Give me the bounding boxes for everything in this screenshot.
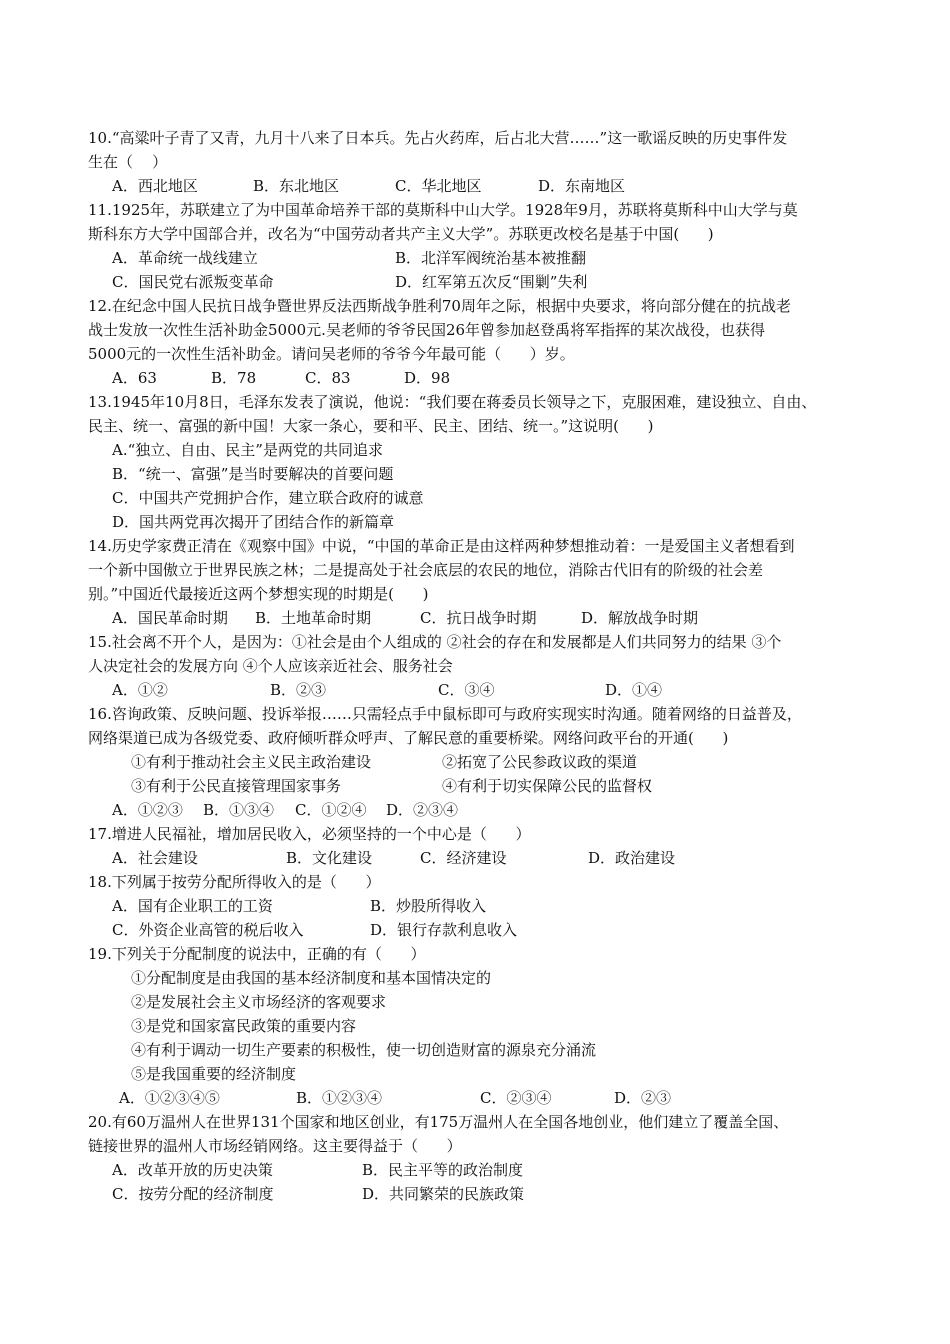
question-11-option-d: D．红军第五次反“围剿”失利	[395, 273, 588, 291]
question-17-option-a: A．社会建设	[112, 849, 198, 867]
question-16-option-b: B．①③④	[203, 801, 275, 819]
question-13-option-a: A.“独立、自由、民主”是两党的共同追求	[112, 441, 383, 459]
question-19-item-5: ⑤是我国重要的经济制度	[131, 1065, 297, 1083]
question-16-item-2: ②拓宽了公民参政议政的渠道	[442, 753, 638, 771]
question-16-stem-line-1: 16.咨询政策、反映问题、投诉举报……只需轻点手中鼠标即可与政府实现实时沟通。随着网络的日益普及，	[88, 705, 802, 723]
question-13-stem-line-1: 13.1945年10月8日，毛泽东发表了演说，他说：“我们要在蒋委员长领导之下，克服困难，建设独立、自由、	[88, 393, 817, 411]
question-15-option-c: C．③④	[438, 681, 495, 699]
question-14-stem-line-2: 一个新中国傲立于世界民族之林；二是提高处于社会底层的农民的地位，消除古代旧有的阶级的社会差	[88, 561, 764, 579]
question-15-stem-line-1: 15.社会离不开个人，是因为：①社会是由个人组成的 ②社会的存在和发展都是人们共同努力的结果 ③个	[88, 633, 782, 651]
question-14-stem-line-3: 别。”中国近代最接近这两个梦想实现的时期是( )	[88, 585, 429, 603]
question-15-option-a: A．①②	[112, 681, 168, 699]
question-16-item-1: ①有利于推动社会主义民主政治建设	[131, 753, 372, 771]
question-20-option-b: B．民主平等的政治制度	[362, 1161, 524, 1179]
question-18-option-d: D．银行存款利息收入	[370, 921, 518, 939]
question-20-option-d: D．共同繁荣的民族政策	[362, 1185, 525, 1203]
question-19-option-c: C．②③④	[480, 1089, 552, 1107]
question-13-option-b: B．“统一、富强”是当时要解决的首要问题	[112, 465, 394, 483]
question-11-stem-line-2: 斯科东方大学中国部合并，改名为“中国劳动者共产主义大学”。苏联更改校名是基于中国( )	[88, 225, 714, 243]
question-19-option-d: D．②③	[614, 1089, 672, 1107]
question-16-option-a: A．①②③	[112, 801, 183, 819]
question-19-item-2: ②是发展社会主义市场经济的客观要求	[131, 993, 387, 1011]
question-10-stem-line-1: 10.“高粱叶子青了又青，九月十八来了日本兵。先占火药库，后占北大营……”这一歌谣反映的历史事件发	[88, 129, 788, 147]
question-12-stem-line-2: 战士发放一次性生活补助金5000元.吴老师的爷爷民国26年曾参加赵登禹将军指挥的某次战役，也获得	[88, 321, 766, 339]
question-16-option-c: C．①②④	[295, 801, 367, 819]
question-17-option-b: B．文化建设	[286, 849, 373, 867]
question-13-stem-line-2: 民主、统一、富强的新中国！大家一条心，要和平、民主、团结、统一。”这说明( )	[88, 417, 654, 435]
question-16-item-4: ④有利于切实保障公民的监督权	[442, 777, 653, 795]
question-11-option-c: C．国民党右派叛变革命	[112, 273, 274, 291]
question-19-option-b: B．①②③④	[296, 1089, 383, 1107]
question-13-option-d: D．国共两党再次揭开了团结合作的新篇章	[112, 513, 395, 531]
question-14-option-b: B．土地革命时期	[255, 609, 372, 627]
question-11-option-b: B．北洋军阀统治基本被推翻	[395, 249, 587, 267]
question-20-stem-line-2: 链接世界的温州人市场经销网络。这主要得益于（ ）	[88, 1137, 462, 1155]
question-14-option-c: C．抗日战争时期	[420, 609, 537, 627]
question-12-option-c: C．83	[305, 369, 351, 387]
question-15-option-b: B．②③	[270, 681, 327, 699]
question-19-item-3: ③是党和国家富民政策的重要内容	[131, 1017, 357, 1035]
question-14-option-a: A．国民革命时期	[112, 609, 228, 627]
question-12-option-d: D．98	[404, 369, 451, 387]
question-19-item-1: ①分配制度是由我国的基本经济制度和基本国情决定的	[131, 969, 492, 987]
question-20-option-c: C．按劳分配的经济制度	[112, 1185, 274, 1203]
question-15-option-d: D．①④	[605, 681, 663, 699]
question-19-item-4: ④有利于调动一切生产要素的积极性，使一切创造财富的源泉充分涌流	[131, 1041, 597, 1059]
question-12-option-a: A．63	[112, 369, 157, 387]
question-20-stem-line-1: 20.有60万温州人在世界131个国家和地区创业，有175万温州人在全国各地创业，他们建立了覆盖全国、	[88, 1113, 789, 1131]
question-10-stem-line-2: 生在（ ）	[88, 153, 168, 171]
question-16-option-d: D．②③④	[386, 801, 459, 819]
question-19-stem: 19.下列关于分配制度的说法中，正确的有（ ）	[88, 945, 426, 963]
question-11-option-a: A．革命统一战线建立	[112, 249, 258, 267]
question-17-option-d: D．政治建设	[588, 849, 676, 867]
question-19-option-a: A．①②③④⑤	[119, 1089, 220, 1107]
question-12-option-b: B．78	[211, 369, 257, 387]
question-10-option-c: C．华北地区	[395, 177, 482, 195]
question-18-stem: 18.下列属于按劳分配所得收入的是（ ）	[88, 873, 381, 891]
question-16-item-3: ③有利于公民直接管理国家事务	[131, 777, 342, 795]
question-18-option-c: C．外资企业高管的税后收入	[112, 921, 304, 939]
question-12-stem-line-3: 5000元的一次性生活补助金。请问吴老师的爷爷今年最可能（ ）岁。	[88, 345, 575, 363]
question-18-option-a: A．国有企业职工的工资	[112, 897, 273, 915]
question-15-stem-line-2: 人决定社会的发展方向 ④个人应该亲近社会、服务社会	[88, 657, 453, 675]
question-12-stem-line-1: 12.在纪念中国人民抗日战争暨世界反法西斯战争胜利70周年之际，根据中央要求，将向部分健在的抗战老	[88, 297, 791, 315]
question-13-option-c: C．中国共产党拥护合作，建立联合政府的诚意	[112, 489, 424, 507]
question-14-option-d: D．解放战争时期	[581, 609, 699, 627]
question-14-stem-line-1: 14.历史学家费正清在《观察中国》中说，“中国的革命正是由这样两种梦想推动着：一是爱国主义者想看到	[88, 537, 795, 555]
question-10-option-b: B．东北地区	[253, 177, 340, 195]
question-17-stem: 17.增进人民福祉，增加居民收入，必须坚持的一个中心是（ ）	[88, 825, 531, 843]
question-17-option-c: C．经济建设	[420, 849, 507, 867]
question-10-option-d: D．东南地区	[538, 177, 626, 195]
question-16-stem-line-2: 网络渠道已成为各级党委、政府倾听群众呼声、了解民意的重要桥梁。网络问政平台的开通( )	[88, 729, 729, 747]
question-18-option-b: B．炒股所得收入	[370, 897, 487, 915]
question-20-option-a: A．改革开放的历史决策	[112, 1161, 273, 1179]
question-10-option-a: A．西北地区	[112, 177, 198, 195]
question-11-stem-line-1: 11.1925年，苏联建立了为中国革命培养干部的莫斯科中山大学。1928年9月，苏联将莫斯科中山大学与莫	[88, 201, 798, 219]
